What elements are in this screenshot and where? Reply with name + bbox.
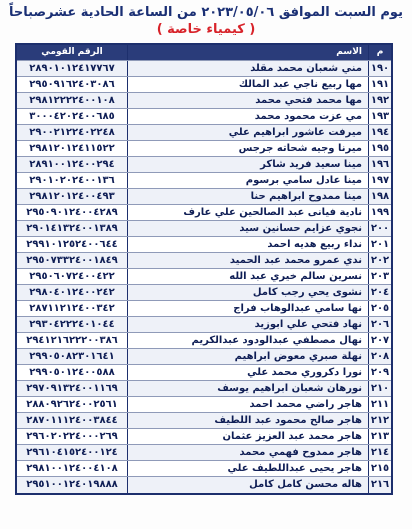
index-cell: ٢٠٩ [370, 367, 390, 378]
name-cell: هاجر صالح محمود عبد اللطيف [128, 413, 369, 428]
index-cell: ٢٠٠ [370, 223, 390, 234]
table-row [17, 285, 391, 301]
name-cell: ميرنا وجيه شحاته جرجس [128, 141, 369, 156]
name-cell: نهاد فتحي علي ابوزيد [128, 317, 369, 332]
national-id-cell: ٣٠٠٠٤٢٠٢٤٠٠٦٨٥ [17, 109, 128, 124]
table-row [17, 365, 391, 381]
index-cell: ١٩٩ [370, 207, 390, 218]
index-cell: ١٩٠ [370, 63, 390, 74]
table-row [17, 477, 391, 493]
table-row [17, 221, 391, 237]
name-cell: نجوي عزايم حسانين سيد [128, 221, 369, 236]
name-cell: هاجر يحيى عبداللطيف علي [128, 461, 369, 476]
national-id-cell: ٢٩٥٠٩١٦٢٤٠٣٠٨٦ [17, 77, 128, 92]
table-row [17, 349, 391, 365]
table-row [17, 397, 391, 413]
table-row [17, 461, 391, 477]
national-id-cell: ٢٨٩١٠٠١٢٤٠٠٢٩٤ [17, 157, 128, 172]
table-row [17, 445, 391, 461]
column-header-index: م [369, 45, 391, 60]
column-header-name: الاسم [128, 45, 369, 60]
national-id-cell: ٢٩٩٠٥٠٨٢٣٠١٦٤١ [17, 349, 128, 364]
name-cell: هاجر راضي محمد احمد [128, 397, 369, 412]
index-cell: ٢٠٤ [370, 287, 390, 298]
table-row [17, 429, 391, 445]
column-header-national-id: الرقم القومي [17, 45, 128, 60]
national-id-cell: ٢٨٧٠١١١٢٤٠٠٣٨٤٤ [17, 413, 128, 428]
national-id-cell: ٢٩٨٠٤٠١٢٤٠٠٢٤٢ [17, 285, 128, 300]
index-cell: ٢١٣ [370, 431, 390, 442]
table-row [17, 93, 391, 109]
table-row [17, 317, 391, 333]
index-cell: ٢٠٦ [370, 319, 390, 330]
name-cell: ميرفت عاشور ابراهيم علي [128, 125, 369, 140]
table-row [17, 157, 391, 173]
national-id-cell: ٢٩٩٠٥٠١٢٤٠٠٥٨٨ [17, 365, 128, 380]
national-id-cell: ٢٩٥٠٩٠١٢٤٠٠٤٢٨٩ [17, 205, 128, 220]
name-cell: نها سامي عبدالوهاب فراج [128, 301, 369, 316]
name-cell: نورا دكروري محمد علي [128, 365, 369, 380]
name-cell: هاجر محمد عبد العزيز عثمان [128, 429, 369, 444]
index-cell: ٢١٤ [370, 447, 390, 458]
national-id-cell: ٢٩٨١٢٠١٢٤١١٥٢٢ [17, 141, 128, 156]
index-cell: ١٩١ [370, 79, 390, 90]
name-cell: مني شعبان محمد مقلد [128, 61, 369, 76]
student-table [15, 43, 393, 495]
table-row [17, 381, 391, 397]
index-cell: ٢٠٣ [370, 271, 390, 282]
national-id-cell: ٢٩٨١٢٠١٢٤٠٠٤٩٣ [17, 189, 128, 204]
index-cell: ١٩٤ [370, 127, 390, 138]
national-id-cell: ٢٩٠١٤١٣٢٤٠٠١٣٨٩ [17, 221, 128, 236]
table-row [17, 237, 391, 253]
name-cell: هاله محسن كامل كامل [128, 477, 369, 493]
index-cell: ٢١١ [370, 399, 390, 410]
name-cell: نسرين سالم خيري عبد الله [128, 269, 369, 284]
index-cell: ١٩٣ [370, 111, 390, 122]
table-row [17, 333, 391, 349]
index-cell: ٢٠٥ [370, 303, 390, 314]
national-id-cell: ٢٩٧٠٩١٣٢٤٠٠١١٦٩ [17, 381, 128, 396]
index-cell: ١٩٦ [370, 159, 390, 170]
national-id-cell: ٢٩٠١٠٢٠٢٤٠٠١٣٦ [17, 173, 128, 188]
table-row [17, 301, 391, 317]
index-cell: ١٩٢ [370, 95, 390, 106]
name-cell: هاجر ممدوح فهمي محمد [128, 445, 369, 460]
index-cell: ٢٠١ [370, 239, 390, 250]
national-id-cell: ٢٩٠٠٢١٢٢٤٠٢٢٤٨ [17, 125, 128, 140]
index-cell: ٢١٦ [369, 477, 391, 493]
table-row [17, 77, 391, 93]
table-row [17, 413, 391, 429]
national-id-cell: ٢٩٦١٠٤١٥٢٤٠٠١٢٤ [17, 445, 128, 460]
page-title: يوم السبت الموافق ٢٠٢٣/٠٥/٠٦ من الساعة الحادية عشرصباحاً [9, 5, 403, 20]
national-id-cell: ٢٩٨١٢٢٢٢٤٠٠١٠٨ [17, 93, 128, 108]
national-id-cell: ٢٨٩٠١٠١٢٤١٧٧٦٧ [17, 61, 128, 76]
index-cell: ٢١٥ [370, 463, 390, 474]
name-cell: مها محمد فتحي محمد [128, 93, 369, 108]
index-cell: ٢٠٨ [370, 351, 390, 362]
national-id-cell: ٢٩٤١٢١٦٢٢٢٠٠٣٨٦ [17, 333, 128, 348]
table-row [17, 253, 391, 269]
table-row [17, 61, 391, 77]
table-row [17, 205, 391, 221]
name-cell: مي عزت محمود محمد [128, 109, 369, 124]
index-cell: ١٩٥ [370, 143, 390, 154]
name-cell: نداء ربيع هديه احمد [128, 237, 369, 252]
name-cell: نشوى يحي رجب كامل [128, 285, 369, 300]
table-row [17, 109, 391, 125]
national-id-cell: ٢٩٥٠٧٣٣٢٤٠٠١٨٤٩ [17, 253, 128, 268]
national-id-cell: ٢٨٧١١٢١٢٤٠٠٣٤٢ [17, 301, 128, 316]
table-header-row [17, 45, 391, 61]
national-id-cell: ٢٩٦٠٢٠٢٢٤٠٠٠٢٦٩ [17, 429, 128, 444]
national-id-cell: ٢٨٨٠٩٢٦٢٤٠٠٢٥٦١ [17, 397, 128, 412]
index-cell: ١٩٧ [370, 175, 390, 186]
index-cell: ٢١٠ [370, 383, 390, 394]
national-id-cell: ٢٩٥٠٦٠٧٢٤٠٠٤٢٢ [17, 269, 128, 284]
name-cell: مينا عادل سامي برسوم [128, 173, 369, 188]
name-cell: مينا ممدوح ابراهيم حنا [128, 189, 369, 204]
name-cell: نهلة صبري معوض ابراهيم [128, 349, 369, 364]
index-cell: ١٩٨ [370, 191, 390, 202]
table-row [17, 141, 391, 157]
name-cell: نهال مصطفي عبدالودود عبدالكريم [128, 333, 369, 348]
table-row [17, 125, 391, 141]
national-id-cell: ٢٩٥١٠٠١٢٤٠١٩٨٨٨ [17, 477, 128, 493]
subject-title: ( كيمياء خاصة ) [156, 22, 256, 37]
index-cell: ٢١٢ [370, 415, 390, 426]
national-id-cell: ٢٩٨١٠٠١٢٤٠٠٤١٠٨ [17, 461, 128, 476]
name-cell: مينا سعيد فريد شاكر [128, 157, 369, 172]
name-cell: ندي عمرو محمد عبد الحميد [128, 253, 369, 268]
name-cell: نورهان شعبان ابراهيم يوسف [128, 381, 369, 396]
name-cell: نادية فيانى عبد الصالحين علي عارف [128, 205, 369, 220]
national-id-cell: ٢٩٩١٠١٢٥٢٤٠٠٦٤٤ [17, 237, 128, 252]
table-row [17, 173, 391, 189]
national-id-cell: ٢٩٣٠٤٢٢٢٤٠١٠٤٤ [17, 317, 128, 332]
index-cell: ٢٠٢ [370, 255, 390, 266]
index-cell: ٢٠٧ [370, 335, 390, 346]
table-row [17, 189, 391, 205]
table-row [17, 269, 391, 285]
name-cell: مها ربيع ناجي عبد المالك [128, 77, 369, 92]
